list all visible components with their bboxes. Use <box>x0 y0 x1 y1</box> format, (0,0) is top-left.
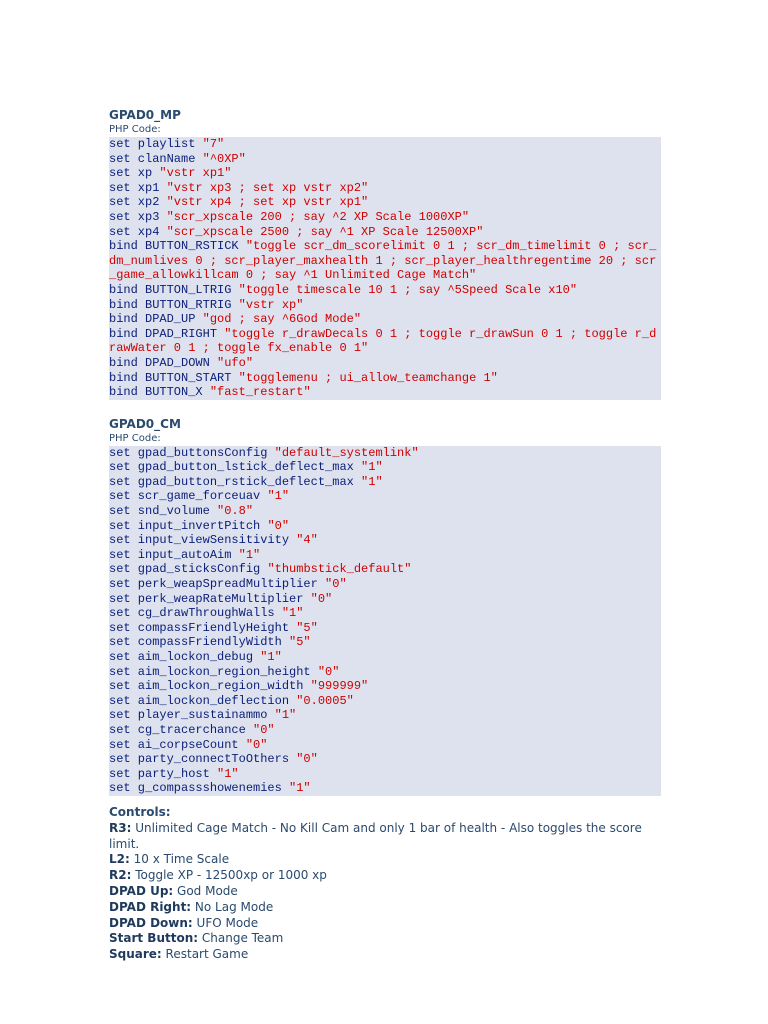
code-line <box>109 592 661 607</box>
control-description: Change Team <box>198 931 284 946</box>
control-key: L2: <box>109 852 130 867</box>
code-command: set xp4 <box>109 224 167 239</box>
controls-list <box>109 821 661 963</box>
code-command: set scr_game_forceuav <box>109 489 268 504</box>
code-string: "5" <box>289 635 311 650</box>
code-string: "^0XP" <box>202 151 246 166</box>
code-command: set gpad_button_rstick_deflect_max <box>109 474 362 489</box>
control-description: No Lag Mode <box>191 899 274 914</box>
control-key: DPAD Right: <box>109 899 192 914</box>
code-command: set aim_lockon_region_height <box>109 664 318 679</box>
code-string: "4" <box>296 533 318 548</box>
code-command: set xp <box>109 166 160 181</box>
code-string: "1" <box>267 489 290 504</box>
code-command: bind DPAD_UP <box>109 312 203 327</box>
code-command: set xp1 <box>109 180 167 195</box>
code-line <box>109 446 661 461</box>
code-line <box>109 767 661 782</box>
code-string: "5" <box>296 620 318 635</box>
control-description: 10 x Time Scale <box>129 852 230 867</box>
code-command: set player_sustainammo <box>109 708 275 723</box>
code-line <box>109 621 661 636</box>
code-command: bind BUTTON_RTRIG <box>109 297 239 312</box>
code-block[interactable] <box>109 137 661 400</box>
code-command: set compassFriendlyHeight <box>109 620 297 635</box>
code-line <box>109 385 661 400</box>
code-command: set input_invertPitch <box>109 518 268 533</box>
control-description: Unlimited Cage Match - No Kill Cam and only 1 bar of health - Also toggles the score limit. <box>109 820 642 851</box>
code-line <box>109 371 661 386</box>
code-line <box>109 577 661 592</box>
code-command: set aim_lockon_deflection <box>109 693 297 708</box>
code-string: "1" <box>289 781 311 796</box>
code-string: "0" <box>253 722 275 737</box>
code-line <box>109 781 661 796</box>
code-string: "0.0005" <box>296 693 354 708</box>
control-item <box>109 900 661 916</box>
code-command: set cg_tracerchance <box>109 722 254 737</box>
code-line <box>109 298 661 313</box>
code-string: "0" <box>325 577 347 592</box>
code-label: PHP Code: <box>109 124 161 135</box>
code-label: PHP Code: <box>109 432 161 444</box>
code-line <box>109 504 661 519</box>
code-command: set gpad_buttonsConfig <box>109 445 275 460</box>
code-line <box>109 195 661 210</box>
code-string: "0" <box>245 737 268 752</box>
code-string: "vstr xp4 ; set xp vstr xp1" <box>166 195 369 210</box>
control-description: God Mode <box>173 883 238 898</box>
code-command: set xp2 <box>109 195 167 210</box>
code-line <box>109 708 661 723</box>
code-string: "togglemenu ; ui_allow_teamchange 1" <box>238 370 498 385</box>
code-string: "thumbstick_default" <box>267 562 412 577</box>
code-string: "7" <box>202 137 225 151</box>
control-item <box>109 868 661 884</box>
code-string: "0" <box>317 664 340 679</box>
code-line <box>109 225 661 240</box>
code-string: "default_systemlink" <box>274 445 419 460</box>
code-string: "1" <box>260 650 282 664</box>
code-line <box>109 181 661 196</box>
code-command: set snd_volume <box>109 504 218 519</box>
code-line <box>109 152 661 167</box>
code-block[interactable] <box>109 446 661 796</box>
code-line <box>109 312 661 327</box>
code-command: bind BUTTON_START <box>109 370 239 385</box>
code-string: "toggle scr_dm_scorelimit 0 1 ; scr_dm_timelimit 0 ; scr_dm_numlives 0 ; scr_player_maxhealth 1 ; scr_player_healthregentime 20 ; scr_game_allowkillcam 0 ; say ^1 Unlimited Cage Match" <box>109 239 657 283</box>
code-command: set party_host <box>109 766 218 781</box>
code-line <box>109 752 661 767</box>
code-string: "toggle timescale 10 1 ; say ^5Speed Scale x10" <box>238 282 578 297</box>
code-line <box>109 533 661 548</box>
code-command: set gpad_button_lstick_deflect_max <box>109 460 362 475</box>
code-line <box>109 606 661 621</box>
code-command: set perk_weapRateMultiplier <box>109 591 311 606</box>
code-command: bind DPAD_RIGHT <box>109 326 225 341</box>
section-gpad0-mp <box>109 107 661 400</box>
code-line <box>109 283 661 298</box>
control-description: Toggle XP - 12500xp or 1000 xp <box>131 868 327 883</box>
code-line <box>109 665 661 680</box>
code-line <box>109 489 661 504</box>
code-string: "scr_xpscale 2500 ; say ^1 XP Scale 12500XP" <box>166 224 484 239</box>
code-string: "1" <box>238 547 261 562</box>
code-string: "999999" <box>310 679 369 694</box>
control-item <box>109 821 661 853</box>
controls-section <box>109 805 661 963</box>
code-command: set cg_drawThroughWalls <box>109 606 282 621</box>
code-line <box>109 694 661 709</box>
control-key: Start Button: <box>109 931 199 946</box>
control-key: R2: <box>109 868 132 883</box>
code-line <box>109 519 661 534</box>
section-title: GPAD0_CM <box>109 416 181 431</box>
code-string: "god ; say ^6God Mode" <box>202 312 362 327</box>
controls-title: Controls: <box>109 804 171 819</box>
code-line <box>109 137 661 152</box>
code-line <box>109 239 661 283</box>
control-key: R3: <box>109 820 132 835</box>
code-command: bind DPAD_DOWN <box>109 355 218 370</box>
code-line <box>109 679 661 694</box>
control-key: Square: <box>109 947 162 962</box>
control-description: Restart Game <box>161 947 249 962</box>
code-command: bind BUTTON_RSTICK <box>109 239 246 254</box>
control-description: UFO Mode <box>192 915 259 930</box>
code-line <box>109 723 661 738</box>
code-string: "1" <box>217 766 239 781</box>
code-command: set compassFriendlyWidth <box>109 635 290 650</box>
code-command: set perk_weapSpreadMultiplier <box>109 577 326 592</box>
section-gpad0-cm <box>109 416 661 796</box>
code-command: set input_autoAim <box>109 547 239 562</box>
code-string: "0.8" <box>217 504 254 519</box>
code-line <box>109 562 661 577</box>
code-command: set xp3 <box>109 209 167 224</box>
code-string: "ufo" <box>217 355 254 370</box>
control-key: DPAD Up: <box>109 883 174 898</box>
code-string: "1" <box>274 708 297 723</box>
code-string: "vstr xp1" <box>159 166 232 181</box>
code-command: set input_viewSensitivity <box>109 533 297 548</box>
code-string: "0" <box>310 591 333 606</box>
code-command: bind BUTTON_X <box>109 385 210 400</box>
code-string: "toggle r_drawDecals 0 1 ; toggle r_drawSun 0 1 ; toggle r_drawWater 0 1 ; toggle fx_enable 0 1" <box>109 326 657 356</box>
code-command: set g_compassshowenemies <box>109 781 290 796</box>
code-line <box>109 650 661 665</box>
code-command: set ai_corpseCount <box>109 737 246 752</box>
code-command: set aim_lockon_region_width <box>109 679 311 694</box>
code-command: set clanName <box>109 151 203 166</box>
code-command: bind BUTTON_LTRIG <box>109 282 239 297</box>
section-title: GPAD0_MP <box>109 108 181 122</box>
code-line <box>109 635 661 650</box>
code-string: "0" <box>296 752 318 767</box>
code-string: "0" <box>267 518 290 533</box>
control-item <box>109 947 661 963</box>
code-string: "fast_restart" <box>209 385 311 400</box>
code-string: "1" <box>281 606 304 621</box>
control-key: DPAD Down: <box>109 915 193 930</box>
code-line <box>109 460 661 475</box>
control-item <box>109 884 661 900</box>
code-line <box>109 475 661 490</box>
code-line <box>109 166 661 181</box>
code-line <box>109 327 661 356</box>
control-item <box>109 931 661 947</box>
control-item <box>109 852 661 868</box>
code-string: "vstr xp3 ; set xp vstr xp2" <box>166 180 369 195</box>
code-line <box>109 356 661 371</box>
code-string: "1" <box>361 474 383 489</box>
code-string: "1" <box>361 460 383 475</box>
control-item <box>109 916 661 932</box>
code-line <box>109 548 661 563</box>
code-line <box>109 210 661 225</box>
code-command: set aim_lockon_debug <box>109 650 261 664</box>
code-command: set party_connectToOthers <box>109 752 297 767</box>
code-line <box>109 738 661 753</box>
code-string: "scr_xpscale 200 ; say ^2 XP Scale 1000XP" <box>166 209 470 224</box>
code-command: set playlist <box>109 137 203 151</box>
code-command: set gpad_sticksConfig <box>109 562 268 577</box>
document-content <box>109 107 661 963</box>
code-string: "vstr xp" <box>238 297 304 312</box>
